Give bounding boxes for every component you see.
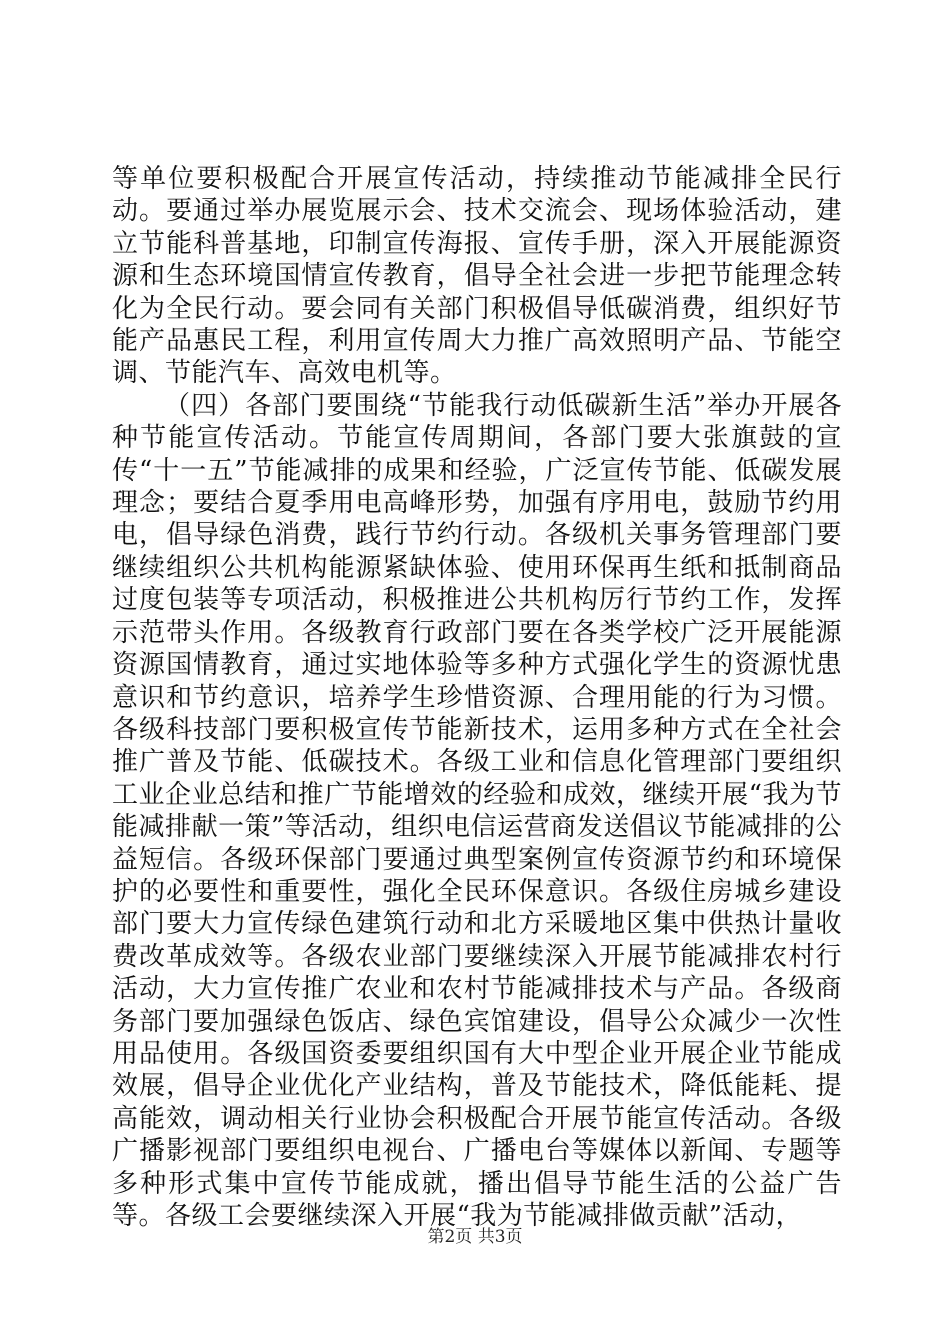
body-paragraph-2: （四）各部门要围绕“节能我行动低碳新生活”举办开展各种节能宣传活动。节能宣传周期间，各部门要大张旗鼓的宣传“十一五”节能减排的成果和经验，广泛宣传节能、低碳发展理念；要结合夏季用电高峰形势，加强有序用电，鼓励节约用电，倡导绿色消费，践行节约行动。各级机关事务管理部门要继续组织公共机构能源紧缺体验、使用环保再生纸和抵制商品过度包装等专项活动，积极推进公共机构厉行节约工作，发挥示范带头作用。各级教育行政部门要在各类学校广泛开展能源资源国情教育，通过实地体验等多种方式强化学生的资源忧患意识和节约意识，培养学生珍惜资源、合理用能的行为习惯。各级科技部门要积极宣传节能新技术，运用多种方式在全社会推广普及节能、低碳技术。各级工业和信息化管理部门要组织工业企业总结和推广节能增效的经验和成效，继续开展“我为节能减排献一策”等活动，组织电信运营商发送倡议节能减排的公益短信。各级环保部门要通过典型案例宣传资源节约和环境保护的必要性和重要性，强化全民环保意识。各级住房城乡建设部门要大力宣传绿色建筑行动和北方采暖地区集中供热计量收费改革成效等。各级农业部门要继续深入开展节能减排农村行活动，大力宣传推广农业和农村节能减排技术与产品。各级商务部门要加强绿色饭店、绿色宾馆建设，倡导公众减少一次性用品使用。各级国资委要组织国有大中型企业开展企业节能成效展，倡导企业优化产业结构，普及节能技术，降低能耗、提高能效，调动相关行业协会积极配合开展节能宣传活动。各级广播影视部门要组织电视台、广播电台等媒体以新闻、专题等多种形式集中宣传节能成就，播出倡导节能生活的公益广告等。各级工会要继续深入开展“我为节能减排做贡献”活动， [112, 390, 842, 1231]
document-body [112, 163, 842, 1232]
body-paragraph-1: 等单位要积极配合开展宣传活动，持续推动节能减排全民行动。要通过举办展览展示会、技术交流会、现场体验活动，建立节能科普基地，印制宣传海报、宣传手册，深入开展能源资源和生态环境国情宣传教育，倡导全社会进一步把节能理念转化为全民行动。要会同有关部门积极倡导低碳消费，组织好节能产品惠民工程，利用宣传周大力推广高效照明产品、节能空调、节能汽车、高效电机等。 [112, 164, 842, 389]
page-footer: 第2页 共3页 [427, 1227, 523, 1247]
